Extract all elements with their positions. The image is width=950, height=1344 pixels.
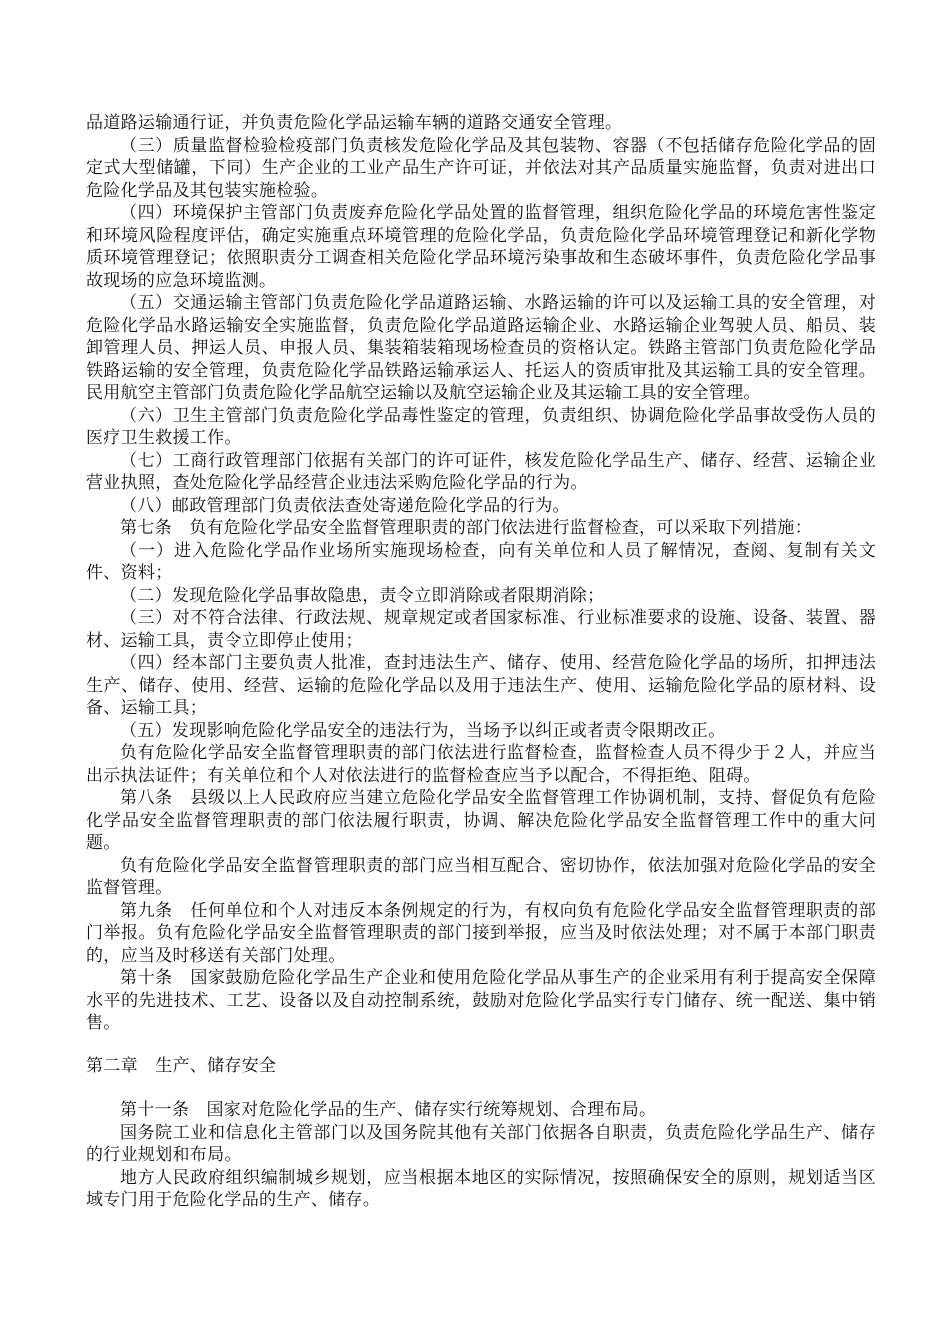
paragraph: （四）环境保护主管部门负责废弃危险化学品处置的监督管理，组织危险化学品的环境危害性鉴定和环境风险程度评估，确定实施重点环境管理的危险化学品，负责危险化学品环境管理登记和新化学物质环境管理登记；依照职责分工调查相关危险化学品环境污染事故和生态破坏事件，负责危险化学品事故现场的应急环境监测。 — [86, 203, 876, 291]
article-list — [86, 112, 876, 1035]
paragraph: （三）质量监督检验检疫部门负责核发危险化学品及其包装物、容器（不包括储存危险化学品的固定式大型储罐，下同）生产企业的工业产品生产许可证，并依法对其产品质量实施监督，负责对进出口危险化学品及其包装实施检验。 — [86, 135, 876, 201]
paragraph: 第八条 县级以上人民政府应当建立危险化学品安全监督管理工作协调机制，支持、督促负有危险化学品安全监督管理职责的部门依法履行职责，协调、解决危险化学品安全监督管理工作中的重大问题。 — [86, 788, 876, 853]
paragraph: 第十一条 国家对危险化学品的生产、储存实行统筹规划、合理布局。 — [120, 1100, 657, 1120]
document-body — [86, 112, 876, 1212]
paragraph: 负有危险化学品安全监督管理职责的部门应当相互配合、密切协作，依法加强对危险化学品的安全监督管理。 — [86, 855, 876, 898]
paragraph: （二）发现危险化学品事故隐患，责令立即消除或者限期消除； — [120, 585, 605, 606]
chapter-article-list — [86, 1099, 876, 1212]
paragraph: （五）交通运输主管部门负责危险化学品道路运输、水路运输的许可以及运输工具的安全管理，对危险化学品水路运输安全实施监督，负责危险化学品道路运输企业、水路运输企业驾驶人员、船员、装卸管理人员、押运人员、申报人员、集装箱装箱现场检查员的资格认定。铁路主管部门负责危险化学品铁路运输的安全管理，负责危险化学品铁路运输承运人、托运人的资质审批及其运输工具的安全管理。民用航空主管部门负责危险化学品航空运输以及航空运输企业及其运输工具的安全管理。 — [86, 293, 876, 403]
chapter-title: 第二章 生产、储存安全 — [86, 1055, 277, 1076]
paragraph: 品道路运输通行证，并负责危险化学品运输车辆的道路交通安全管理。 — [86, 113, 623, 133]
paragraph: 国务院工业和信息化主管部门以及国务院其他有关部门依据各自职责，负责危险化学品生产、储存的行业规划和布局。 — [86, 1122, 876, 1165]
paragraph: （四）经本部门主要负责人批准，查封违法生产、储存、使用、经营危险化学品的场所，扣押违法生产、储存、使用、经营、运输的危险化学品以及用于违法生产、使用、运输危险化学品的原材料、设备、运输工具； — [86, 653, 876, 718]
paragraph: （七）工商行政管理部门依据有关部门的许可证件，核发危险化学品生产、储存、经营、运输企业营业执照，查处危险化学品经营企业违法采购危险化学品的行为。 — [86, 450, 876, 493]
paragraph: 第九条 任何单位和个人对违反本条例规定的行为，有权向负有危险化学品安全监督管理职责的部门举报。负有危险化学品安全监督管理职责的部门接到举报，应当及时依法处理；对不属于本部门职责的，应当及时移送有关部门处理。 — [86, 900, 876, 966]
paragraph: 地方人民政府组织编制城乡规划，应当根据本地区的实际情况，按照确保安全的原则，规划适当区域专门用于危险化学品的生产、储存。 — [86, 1167, 876, 1210]
paragraph: （六）卫生主管部门负责危险化学品毒性鉴定的管理，负责组织、协调危险化学品事故受伤人员的医疗卫生救援工作。 — [86, 405, 876, 448]
paragraph: （八）邮政管理部门负责依法查处寄递危险化学品的行为。 — [120, 495, 570, 516]
paragraph: （一）进入危险化学品作业场所实施现场检查，向有关单位和人员了解情况，查阅、复制有关文件、资料； — [86, 540, 876, 583]
paragraph: 负有危险化学品安全监督管理职责的部门依法进行监督检查，监督检查人员不得少于２人，并应当出示执法证件；有关单位和个人对依法进行的监督检查应当予以配合，不得拒绝、阻碍。 — [86, 743, 876, 786]
paragraph: 第十条 国家鼓励危险化学品生产企业和使用危险化学品从事生产的企业采用有利于提高安全保障水平的先进技术、工艺、设备以及自动控制系统，鼓励对危险化学品实行专门储存、统一配送、集中销售。 — [86, 968, 876, 1033]
paragraph: （三）对不符合法律、行政法规、规章规定或者国家标准、行业标准要求的设施、设备、装置、器材、运输工具，责令立即停止使用； — [86, 608, 876, 651]
paragraph: 第七条 负有危险化学品安全监督管理职责的部门依法进行监督检查，可以采取下列措施： — [120, 518, 812, 538]
paragraph: （五）发现影响危险化学品安全的违法行为，当场予以纠正或者责令限期改正。 — [120, 720, 726, 741]
